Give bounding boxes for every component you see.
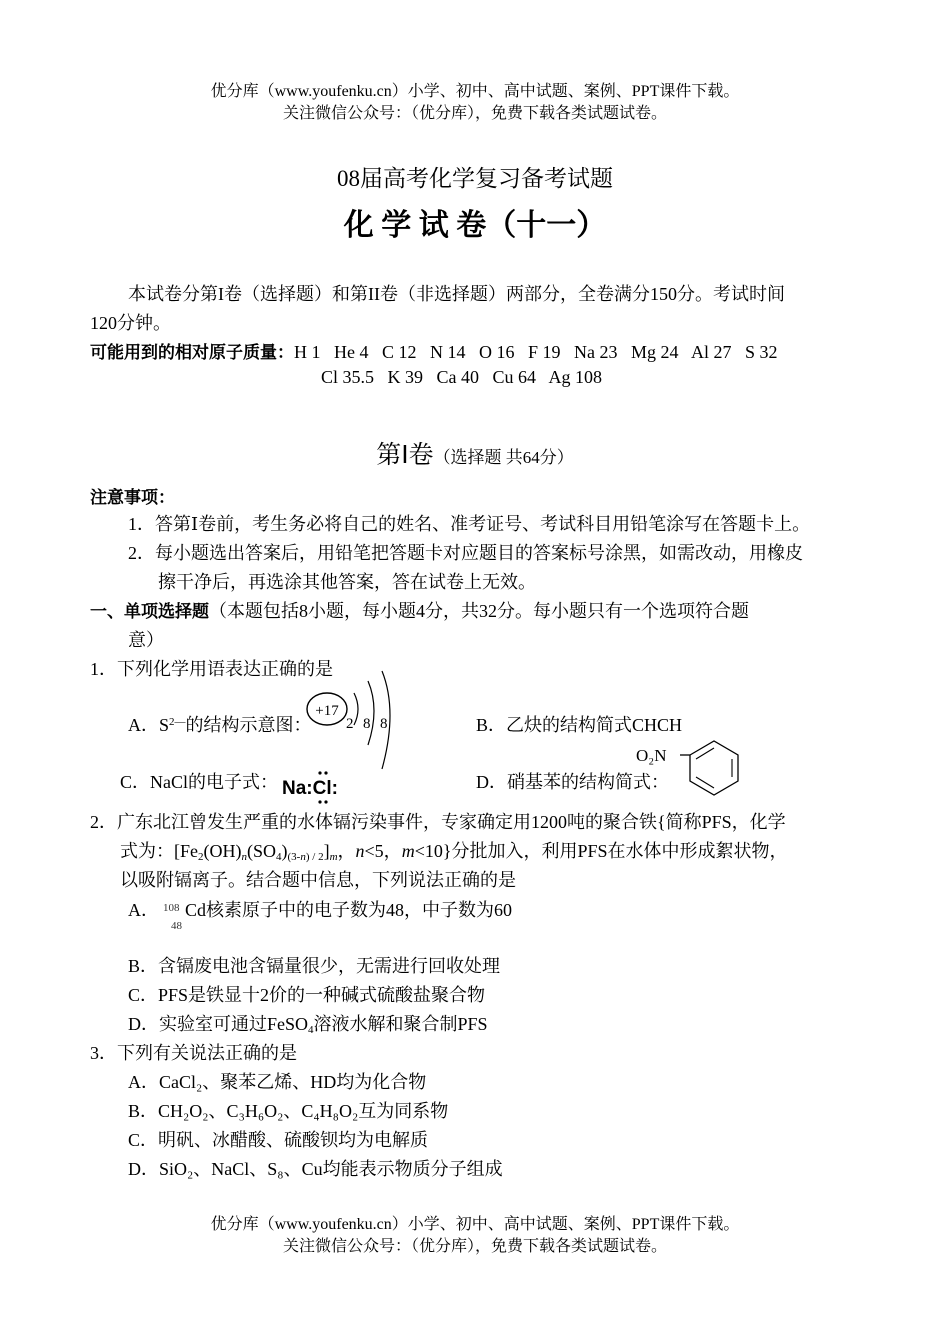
intro-line-1: 本试卷分第I卷（选择题）和第II卷（非选择题）两部分，全卷满分150分。考试时间 <box>128 284 785 304</box>
q2-stem-b-suffix: 分批加入，利用PFS在水体中形成絮状物， <box>451 841 788 861</box>
q2-stem-b <box>120 837 788 863</box>
benzene-ring <box>690 741 738 795</box>
header-line-2: 关注微信公众号：（优分库），免费下载各类试题试卷。 <box>282 105 667 122</box>
section-heading-note: （选择题 共64分） <box>433 448 574 467</box>
q2-d-prefix: D．实验室可通过FeSO <box>128 1014 309 1034</box>
q2-option-c: C．PFS是铁显十2价的一种碱式硫酸盐聚合物 <box>128 985 486 1005</box>
q2-a-text: Cd核素原子中的电子数为48，中子数为60 <box>185 900 513 920</box>
pfs-formula: $[Fe_2(OH)_n(SO_4)_{(3-n) / 2}]_m$，n<5，m<10} <box>174 841 452 863</box>
q2-option-d <box>128 1010 488 1036</box>
exam-subtitle: 08届高考化学复习备考试题 <box>337 166 613 191</box>
atomic-mass-line-1 <box>90 338 778 363</box>
nacl-electron-formula: Na:Cl: <box>282 778 338 799</box>
notes-item-1: 1．答第Ⅰ卷前，考生务必将自己的姓名、准考证号、考试科目用铅笔涂写在答题卡上。 <box>128 514 811 534</box>
notes-item-2a: 2．每小题选出答案后，用铅笔把答题卡对应题目的答案标号涂黑，如需改动，用橡皮 <box>128 543 803 563</box>
q3-option-c: C．明矾、冰醋酸、硫酸钡均为电解质 <box>128 1130 429 1150</box>
atomic-mass-values-2: Cl 35.5 K 39 Ca 40 Cu 64 Ag 108 <box>321 367 603 387</box>
section-heading <box>0 435 950 471</box>
section-heading-main: 第Ⅰ卷 <box>376 440 434 469</box>
q2-option-a <box>128 896 513 932</box>
notes-item-2b: 擦干净后，再选涂其他答案，答在试卷上无效。 <box>158 572 536 592</box>
q1-option-d: D．硝基苯的结构简式： <box>476 772 669 792</box>
nitrobenzene-structure <box>632 735 747 800</box>
intro-line-2: 120分钟。 <box>90 313 171 333</box>
nuclide-mass-number: 108 <box>163 902 180 914</box>
shell-electrons-2: 8 <box>363 716 371 732</box>
shell-arc-2 <box>368 681 374 745</box>
q2-a-label: A． <box>128 900 159 920</box>
part1-desc-b: 意） <box>128 630 164 650</box>
q2-d-sub: 4 <box>308 1024 314 1036</box>
footer-line-1: 优分库（www.youfenku.cn）小学、初中、高中试题、案例、PPT课件下载。 <box>210 1216 740 1233</box>
q3-stem: 3．下列有关说法正确的是 <box>90 1043 297 1063</box>
q3-option-b: B．CH₂O₂、C₃H₆O₂、C₄H₈O₂互为同系物 <box>128 1101 449 1121</box>
exam-title: 化 学 试 卷（十一） <box>343 209 607 242</box>
shell-arc-1 <box>354 693 358 725</box>
q3-option-d: D．SiO₂、NaCl、S₈、Cu均能表示物质分子组成 <box>128 1159 503 1179</box>
part1-line-a <box>90 597 749 623</box>
q2-stem-a: 2．广东北江曾发生严重的水体镉污染事件，专家确定用1200吨的聚合铁{简称PFS，化学 <box>90 812 786 832</box>
part1-label: 一、单项选择题 <box>90 602 209 622</box>
q1-a-prefix: A．S <box>128 715 170 735</box>
shell-electrons-3: 8 <box>380 716 388 732</box>
q1-a-charge: 2— <box>169 716 186 728</box>
q1-a-text: 的结构示意图： <box>185 715 312 735</box>
q1-stem: 1．下列化学用语表达正确的是 <box>90 659 333 679</box>
q2-d-suffix: 溶液水解和聚合制PFS <box>313 1014 488 1034</box>
electron-dots <box>314 768 334 808</box>
shell-electrons-1: 2 <box>346 716 354 732</box>
header-line-1: 优分库（www.youfenku.cn）小学、初中、高中试题、案例、PPT课件下载。 <box>210 83 740 100</box>
atomic-mass-label: 可能用到的相对原子质量： <box>90 343 294 363</box>
nuclide-notation <box>159 898 185 932</box>
notes-label: 注意事项： <box>90 488 175 508</box>
q1-option-a <box>128 711 312 737</box>
q2-stem-c: 以吸附镉离子。结合题中信息，下列说法正确的是 <box>120 870 516 890</box>
q1-option-c: C．NaCl的电子式： <box>120 772 279 792</box>
atomic-mass-values-1: H 1 He 4 C 12 N 14 O 16 F 19 Na 23 Mg 24 Al 27 S 32 <box>294 342 778 362</box>
q2-option-b: B．含镉废电池含镉量很少，无需进行回收处理 <box>128 956 501 976</box>
q2-stem-b-prefix: 式为： <box>120 841 174 861</box>
footer-line-2: 关注微信公众号：（优分库），免费下载各类试题试卷。 <box>282 1238 667 1255</box>
nucleus-charge: +17 <box>315 703 339 719</box>
q3-option-a: A．CaCl₂、聚苯乙烯、HD均为化合物 <box>128 1072 427 1092</box>
part1-desc: （本题包括8小题，每小题4分，共32分。每小题只有一个选项符合题 <box>209 601 749 621</box>
nuclide-atomic-number: 48 <box>171 920 182 932</box>
nitro-group: O₂N <box>636 746 667 765</box>
q1-option-b: B．乙炔的结构简式CHCH <box>476 715 683 735</box>
